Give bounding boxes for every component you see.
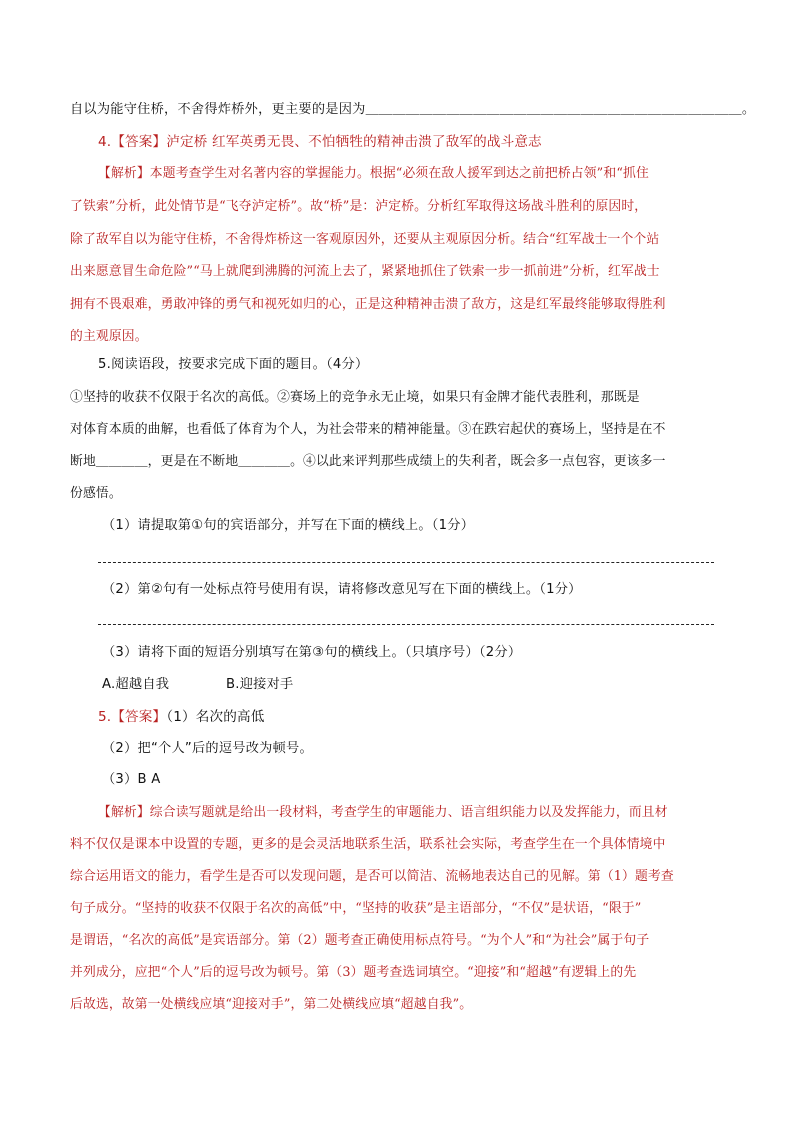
q4-tail-line <box>70 100 755 120</box>
analysis-5-line-2: 料不仅仅是课本中设置的专题，更多的是会灵活地联系生活，联系社会实际，考查学生在一个具体情境中 <box>70 837 666 852</box>
answer-5-part-3: （3）B A <box>102 772 161 787</box>
option-a: A.超越自我 <box>102 677 170 692</box>
analysis-4-text-1: 本题考查学生对名著内容的掌握能力。根据“必须在敌人援军到达之前把桥占领”和“抓住 <box>149 166 649 181</box>
question-5-sub-3: （3）请将下面的短语分别填写在第③句的横线上。（只填序号）（2分） <box>102 645 522 660</box>
analysis-5-line-4: 句子成分。“坚持的收获不仅限于名次的高低”中，“坚持的收获”是主语部分，“不仅”是状语，“限于” <box>70 901 642 916</box>
question-5-passage-3: 断地＿＿＿＿，更是在不断地＿＿＿＿。④以此来评判那些成绩上的失利者，既会多一点包容，更该多一 <box>70 454 666 469</box>
answer-4-text: 泸定桥 红军英勇无畏、不怕牺牲的精神击溃了敌军的战斗意志 <box>166 134 542 150</box>
question-5-passage-2: 对体育本质的曲解，也看低了体育为个人，为社会带来的精神能量。③在跌宕起伏的赛场上，坚持是在不 <box>70 422 666 437</box>
answer-5-part-2: （2）把“个人”后的逗号改为顿号。 <box>102 741 313 756</box>
answer-5 <box>98 707 264 727</box>
analysis-4-line-5: 拥有不畏艰难，勇敢冲锋的勇气和视死如归的心，正是这种精神击溃了敌方，这是红军最终能够取得胜利 <box>70 297 666 312</box>
analysis-5-line-6: 并列成分，应把“个人”后的逗号改为顿号。第（3）题考查选词填空。“迎接”和“超越”有逻辑上的先 <box>70 965 637 980</box>
analysis-4-line-6: 的主观原因。 <box>70 329 148 344</box>
answer-line-2[interactable] <box>98 624 714 625</box>
q4-period: 。 <box>741 102 756 117</box>
analysis-5-line-5: 是谓语，“名次的高低”是宾语部分。第（2）题考查正确使用标点符号。“为个人”和“为社会”属于句子 <box>70 933 650 948</box>
answer-4-tag: 4.【答案】 <box>98 134 167 150</box>
analysis-5-line-1 <box>98 803 668 823</box>
analysis-4-line-3: 除了敌军自以为能守住桥，不舍得炸桥这一客观原因外，还要从主观原因分析。结合“红军战士一个个站 <box>70 232 660 247</box>
answer-4 <box>98 132 542 152</box>
question-5-passage-4: 份感悟。 <box>70 486 122 501</box>
analysis-5-text-1: 综合读写题就是给出一段材料，考查学生的审题能力、语言组织能力以及发挥能力，而且材 <box>149 805 668 820</box>
question-5-title: 5.阅读语段，按要求完成下面的题目。（4分） <box>98 357 369 372</box>
analysis-5-line-7: 后故选，故第一处横线应填“迎接对手”，第二处横线应填“超越自我”。 <box>70 997 473 1012</box>
analysis-4-tag: 【解析】 <box>98 166 150 181</box>
analysis-4-line-1 <box>98 164 649 184</box>
q4-tail-text: 自以为能守住桥，不舍得炸桥外，更主要的是因为 <box>70 102 366 117</box>
answer-line-1[interactable] <box>98 562 714 563</box>
analysis-5-tag: 【解析】 <box>98 805 150 820</box>
question-5-passage-1: ①坚持的收获不仅限于名次的高低。②赛场上的竞争永无止境，如果只有金牌才能代表胜利，那既是 <box>70 390 640 405</box>
answer-5-tag: 5.【答案】 <box>98 709 167 725</box>
q4-answer-blank: ＿＿＿＿＿＿＿＿＿＿＿＿＿＿＿＿＿＿＿＿＿＿＿＿＿＿＿＿ <box>365 102 742 117</box>
question-5-sub-2: （2）第②句有一处标点符号使用有误，请将修改意见写在下面的横线上。（1分） <box>102 582 582 597</box>
question-5-sub-1: （1）请提取第①句的宾语部分，并写在下面的横线上。（1分） <box>102 518 475 533</box>
option-b: B.迎接对手 <box>226 677 294 692</box>
analysis-4-line-2: 了铁索”分析，此处情节是“飞夺泸定桥”。故“桥”是：泸定桥。分析红军取得这场战斗胜利的原因时， <box>70 199 648 214</box>
analysis-4-line-4: 出来愿意冒生命危险”“马上就爬到沸腾的河流上去了，紧紧地抓住了铁索一步一抓前进”分析，红军战士 <box>70 264 660 279</box>
analysis-5-line-3: 综合运用语文的能力，看学生是否可以发现问题，是否可以简洁、流畅地表达自己的见解。第（1）题考查 <box>70 869 674 884</box>
answer-5-part-1: （1）名次的高低 <box>166 709 265 725</box>
